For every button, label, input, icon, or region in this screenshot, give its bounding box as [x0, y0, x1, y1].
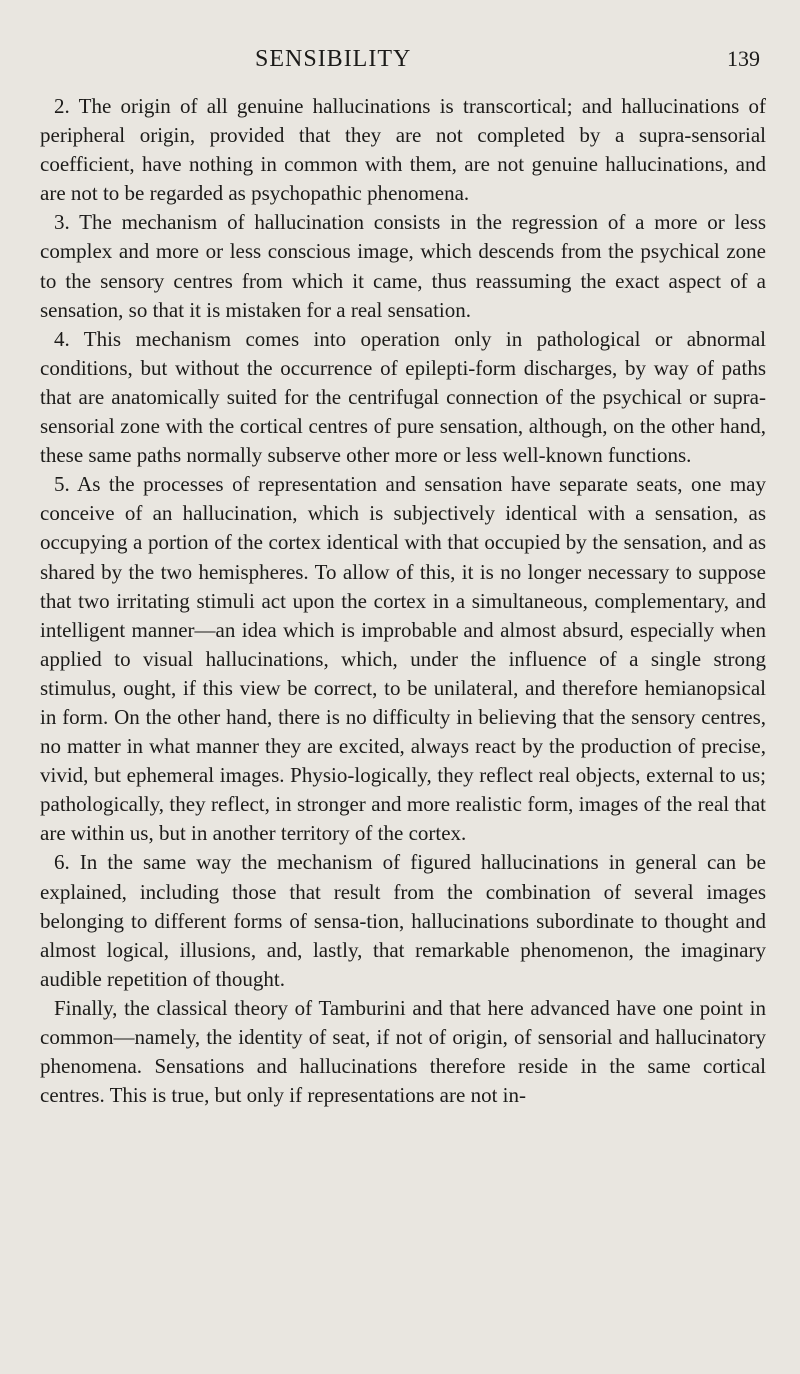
- page-number: 139: [727, 46, 760, 71]
- paragraph-5: 5. As the processes of representation and sensation have separate seats, one may conceive of an hallucination, which is subjectively identical with a sensation, as occupying a portion of the cortex identical with that occupied by the sensation, and as shared by the two hemispheres. To allow of this, it is no longer necessary to suppose that two irritating stimuli act upon the cortex in a simultaneous, complementary, and intelligent manner—an idea which is improbable and almost absurd, especially when applied to visual hallucinations, which, under the influence of a single strong stimulus, ought, if this view be correct, to be unilateral, and therefore hemianopsical in form. On the other hand, there is no difficulty in believing that the sensory centres, no matter in what manner they are excited, always react by the production of precise, vivid, but ephemeral images. Physio-logically, they reflect real objects, external to us; pathologically, they reflect, in stronger and more realistic form, images of the real that are within us, but in another territory of the cortex.: [40, 472, 766, 846]
- paragraph-2: 2. The origin of all genuine hallucinations is transcortical; and hallucinations of peripheral origin, provided that they are not completed by a supra-sensorial coefficient, have nothing in common with them, are not genuine hallucinations, and are not to be regarded as psychopathic phenomena.: [40, 94, 766, 206]
- paragraph-4: 4. This mechanism comes into operation only in pathological or abnormal conditions, but without the occurrence of epilepti-form discharges, by way of paths that are anatomically suited for the centrifugal connection of the psychical or supra-sensorial zone with the cortical centres of pure sensation, although, on the other hand, these same paths normally subserve other more or less well-known functions.: [40, 326, 766, 468]
- paragraph-6: 6. In the same way the mechanism of figured hallucinations in general can be explained, including those that result from the combination of several images belonging to different forms of sensa-tion, hallucinations subordinate to thought and almost logical, illusions, and, lastly, that remarkable phenomenon, the imaginary audible repetition of thought.: [40, 850, 766, 991]
- paragraph-finally: Finally, the classical theory of Tamburini and that here advanced have one point in common—namely, the identity of seat, if not of origin, of sensorial and hallucinatory phenomena. Sensations and hallucinations therefore reside in the same cortical centres. This is true, but only if representations are not in-: [40, 995, 766, 1108]
- running-head: [40, 46, 760, 76]
- running-title: SENSIBILITY: [255, 46, 412, 72]
- paragraph-3: 3. The mechanism of hallucination consists in the regression of a more or less complex and more or less conscious image, which descends from the psychical zone to the sensory centres from which it came, thus reassuming the exact aspect of a sensation, so that it is mistaken for a real sensation.: [40, 210, 766, 322]
- body-text: [40, 92, 766, 1110]
